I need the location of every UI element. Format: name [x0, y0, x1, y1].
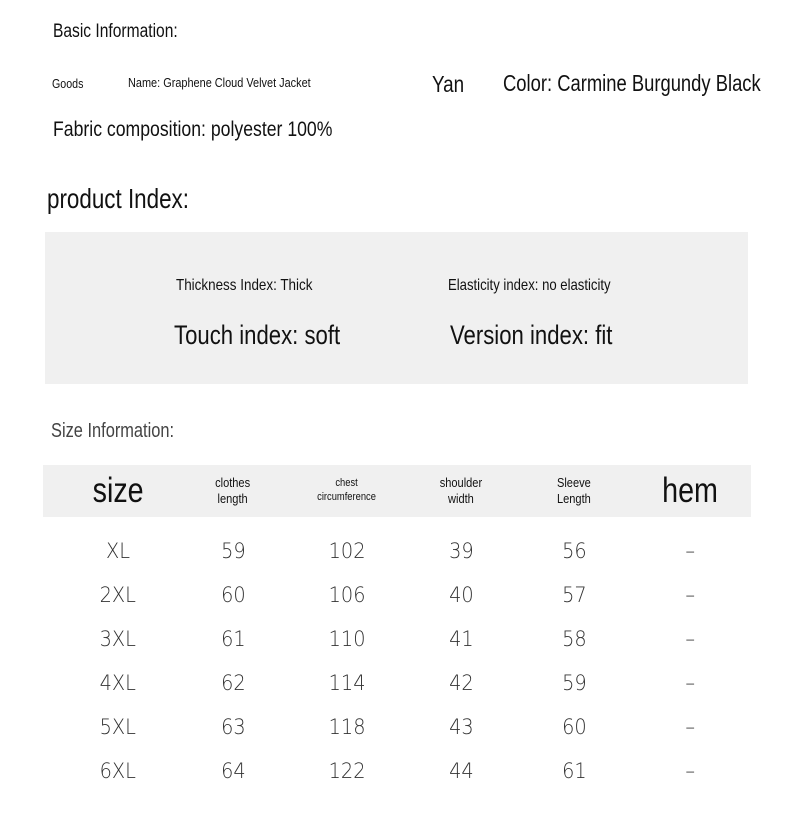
cell-sleeve-length: 59: [561, 671, 587, 695]
cell-chest-circumference: 110: [328, 627, 366, 651]
size-information-heading: Size Information:: [51, 420, 175, 442]
table-row: [0, 749, 790, 793]
cell-chest-circumference: 102: [328, 539, 366, 563]
touch-index: Touch index: soft: [174, 320, 341, 350]
table-row: [0, 705, 790, 749]
cell-hem: –: [685, 759, 695, 783]
cell-clothes-length: 61: [220, 627, 246, 651]
cell-sleeve-length: 56: [561, 539, 587, 563]
cell-chest-circumference: 122: [328, 759, 366, 783]
cell-chest-circumference: 106: [328, 583, 366, 607]
cell-size: 6XL: [99, 759, 137, 783]
thickness-index: Thickness Index: Thick: [176, 277, 313, 294]
cell-clothes-length: 59: [220, 539, 246, 563]
cell-clothes-length: 64: [220, 759, 246, 783]
cell-hem: –: [685, 671, 695, 695]
cell-clothes-length: 60: [220, 583, 246, 607]
version-index: Version index: fit: [450, 320, 613, 350]
cell-hem: –: [685, 715, 695, 739]
yan-label: Yan: [432, 71, 465, 97]
cell-shoulder-width: 42: [448, 671, 474, 695]
goods-label: Goods: [52, 76, 84, 91]
header-sleeve-length: Sleeve Length: [557, 474, 591, 506]
table-row: [0, 661, 790, 705]
cell-sleeve-length: 61: [561, 759, 587, 783]
header-hem: hem: [662, 471, 718, 511]
header-size: size: [92, 471, 144, 511]
cell-size: 4XL: [99, 671, 137, 695]
cell-shoulder-width: 41: [448, 627, 474, 651]
fabric-composition: Fabric composition: polyester 100%: [53, 118, 333, 141]
cell-sleeve-length: 60: [561, 715, 587, 739]
cell-chest-circumference: 114: [328, 671, 366, 695]
cell-clothes-length: 63: [220, 715, 246, 739]
cell-shoulder-width: 44: [448, 759, 474, 783]
elasticity-index: Elasticity index: no elasticity: [448, 277, 611, 294]
table-row: [0, 529, 790, 573]
cell-clothes-length: 62: [220, 671, 246, 695]
header-shoulder-width: shoulder width: [439, 474, 483, 506]
cell-sleeve-length: 57: [561, 583, 587, 607]
cell-sleeve-length: 58: [561, 627, 587, 651]
table-row: [0, 617, 790, 661]
cell-hem: –: [685, 627, 695, 651]
product-index-heading: product Index:: [47, 183, 189, 214]
goods-name: Name: Graphene Cloud Velvet Jacket: [128, 75, 311, 90]
color-value: Color: Carmine Burgundy Black: [503, 70, 761, 96]
cell-size: 5XL: [99, 715, 137, 739]
basic-information-heading: Basic Information:: [53, 21, 178, 42]
cell-size: 3XL: [99, 627, 137, 651]
cell-hem: –: [685, 539, 695, 563]
cell-shoulder-width: 39: [448, 539, 474, 563]
cell-size: 2XL: [99, 583, 137, 607]
cell-chest-circumference: 118: [328, 715, 366, 739]
header-clothes-length: clothes length: [215, 474, 251, 506]
cell-shoulder-width: 43: [448, 715, 474, 739]
header-chest-circumference: chest circumference: [317, 477, 377, 503]
table-row: [0, 573, 790, 617]
product-index-panel: [45, 232, 748, 384]
cell-size: XL: [105, 539, 131, 563]
cell-shoulder-width: 40: [448, 583, 474, 607]
cell-hem: –: [685, 583, 695, 607]
